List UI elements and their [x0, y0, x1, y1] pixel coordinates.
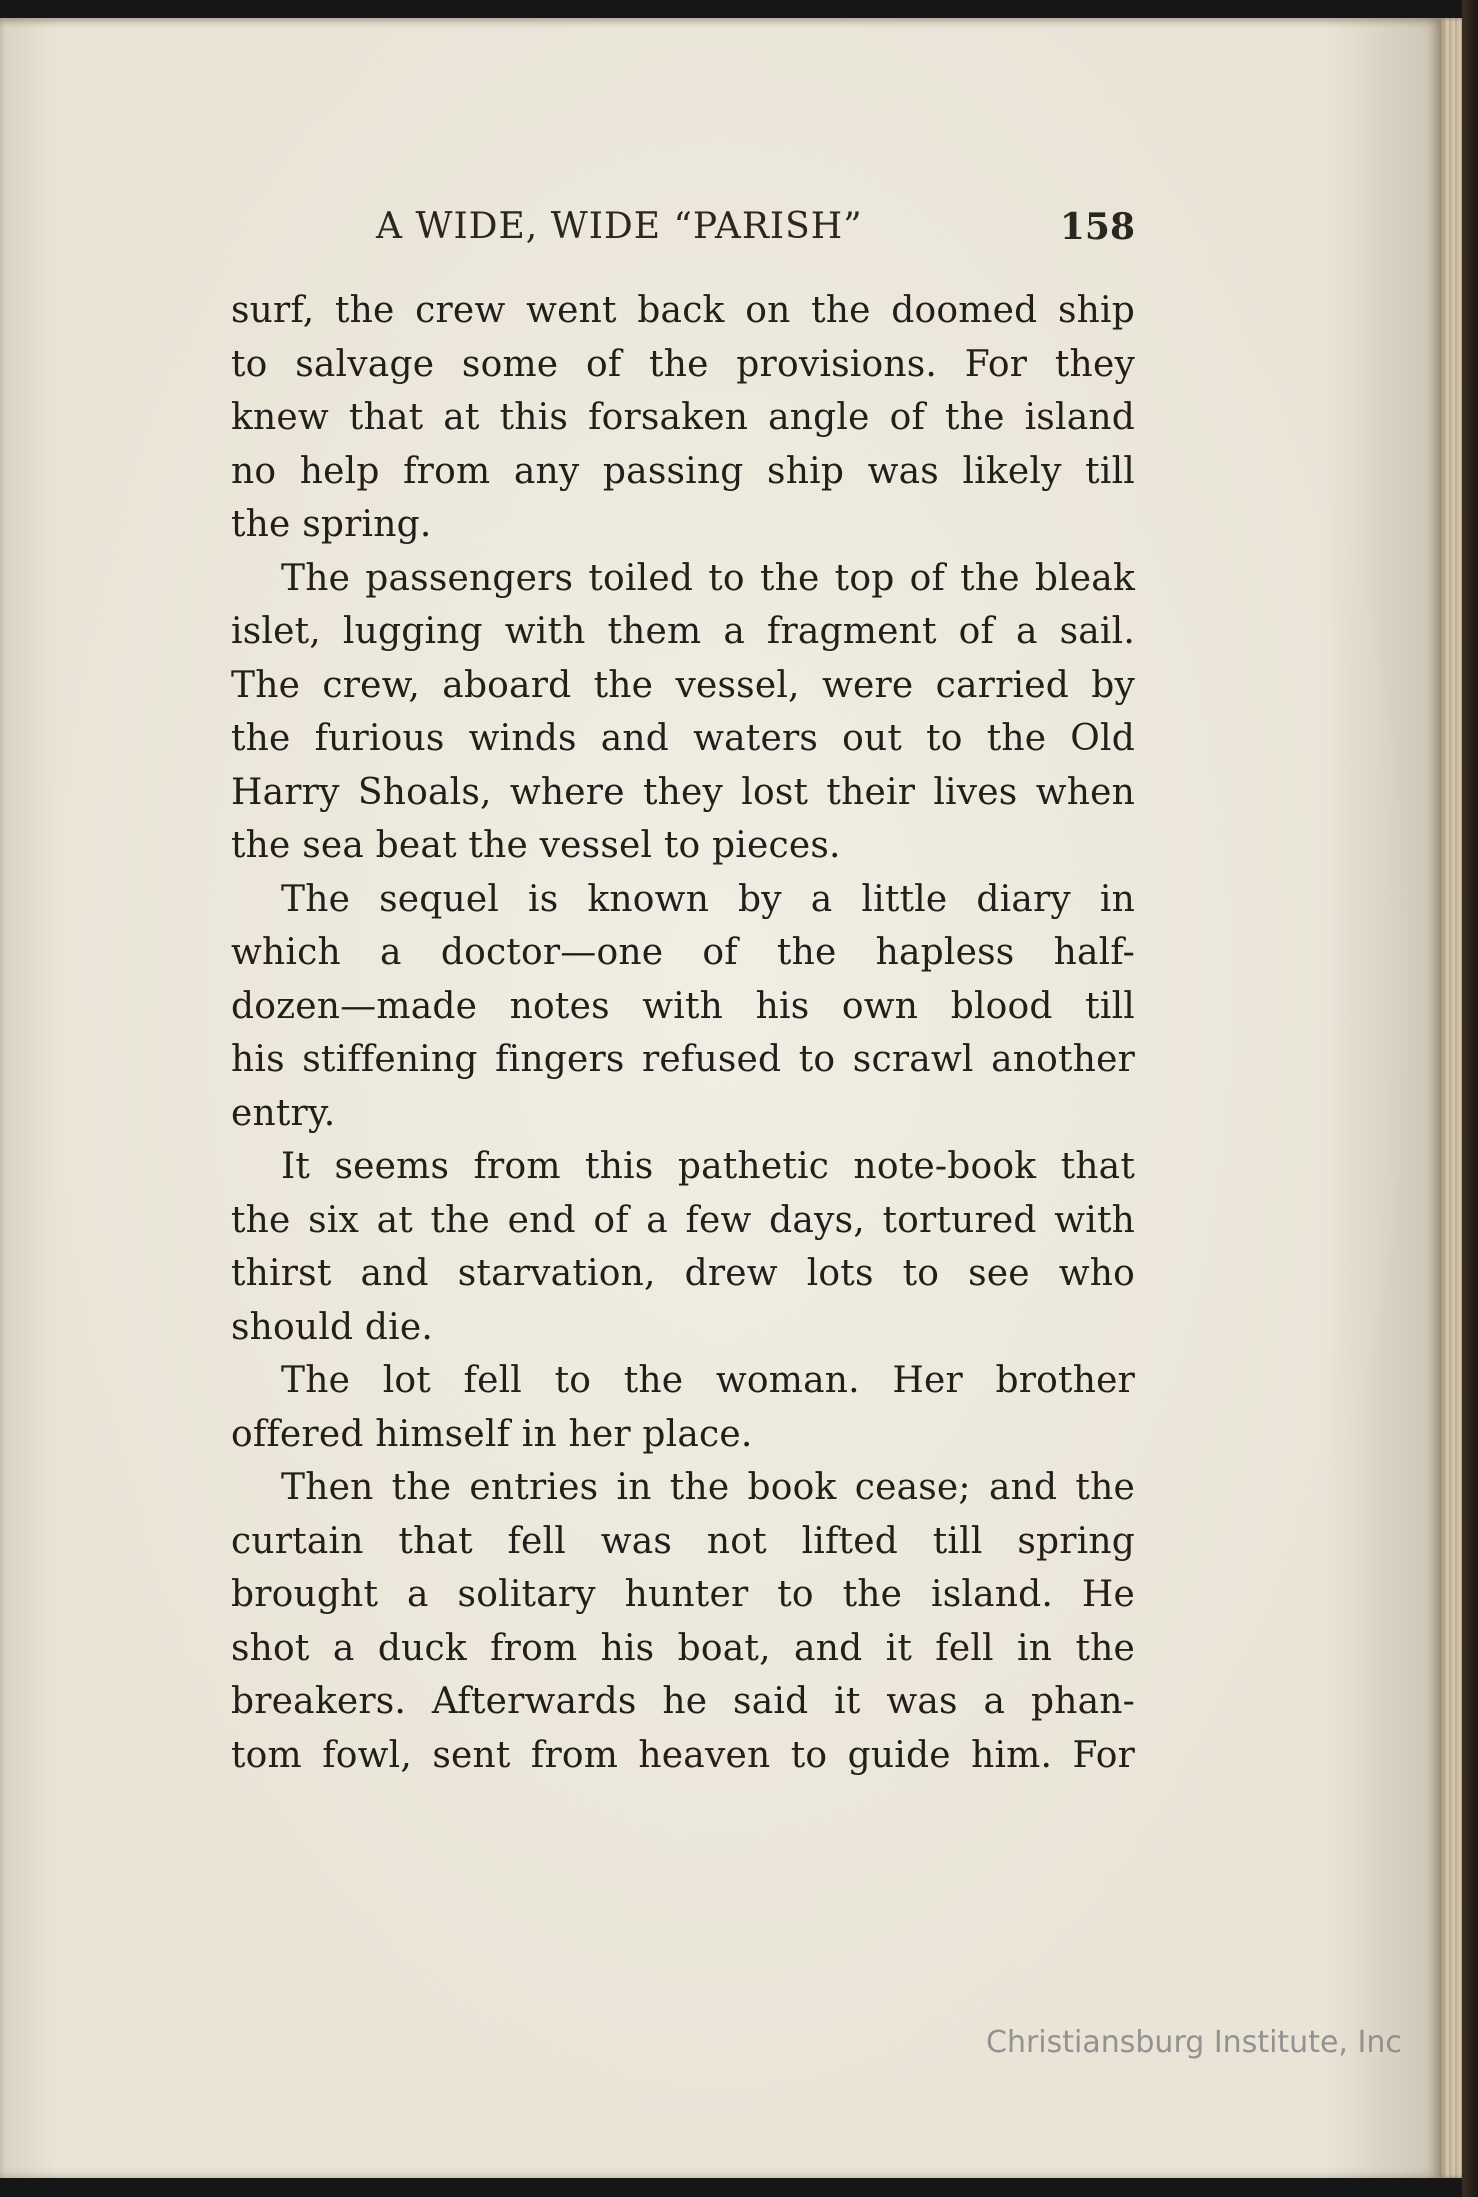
text-line: The sequel is known by a little diary in	[281, 878, 1135, 920]
running-head	[231, 206, 1135, 266]
text-line: dozen—made notes with his own blood till	[231, 985, 1135, 1027]
text-line: knew that at this forsaken angle of the island	[231, 397, 1135, 438]
text-line: Harry Shoals, where they lost their lives when	[231, 771, 1135, 813]
text-line: Then the entries in the book cease; and the	[281, 1467, 1135, 1508]
text-line: his stiffening fingers refused to scrawl another	[231, 1039, 1135, 1080]
text-line: The passengers toiled to the top of the bleak	[281, 557, 1135, 599]
text-line: no help from any passing ship was likely till	[231, 450, 1135, 492]
page-edges	[1440, 18, 1462, 2178]
running-head-title: A WIDE, WIDE “PARISH”	[376, 206, 863, 247]
text-line: islet, lugging with them a fragment of a sail.	[231, 611, 1135, 652]
text-line: brought a solitary hunter to the island. He	[231, 1574, 1135, 1615]
text-line: offered himself in her place.	[231, 1413, 753, 1455]
text-line: to salvage some of the provisions. For they	[231, 343, 1135, 385]
body-text	[231, 284, 1135, 1782]
text-line: The crew, aboard the vessel, were carried by	[231, 664, 1135, 706]
text-line: the sea beat the vessel to pieces.	[231, 825, 841, 866]
text-line: It seems from this pathetic note-book that	[281, 1146, 1135, 1187]
text-line: entry.	[231, 1092, 336, 1134]
text-line: The lot fell to the woman. Her brother	[281, 1360, 1135, 1401]
text-line: breakers. Afterwards he said it was a phan-	[231, 1681, 1135, 1722]
book-cover-edge	[1462, 0, 1478, 2197]
text-line: surf, the crew went back on the doomed ship	[231, 290, 1135, 331]
text-line: tom fowl, sent from heaven to guide him. For	[231, 1734, 1135, 1776]
text-line: curtain that fell was not lifted till spring	[231, 1520, 1135, 1562]
text-line: thirst and starvation, drew lots to see who	[231, 1253, 1135, 1294]
text-line: shot a duck from his boat, and it fell in the	[231, 1627, 1135, 1669]
text-line: the spring.	[231, 504, 432, 545]
text-line: should die.	[231, 1306, 434, 1348]
page-number: 158	[1059, 206, 1135, 248]
text-line: which a doctor—one of the hapless half-	[231, 932, 1135, 973]
text-line: the six at the end of a few days, tortured with	[231, 1199, 1135, 1241]
watermark-credit: Christiansburg Institute, Inc	[986, 2025, 1402, 2060]
text-line: the furious winds and waters out to the Old	[231, 718, 1135, 759]
